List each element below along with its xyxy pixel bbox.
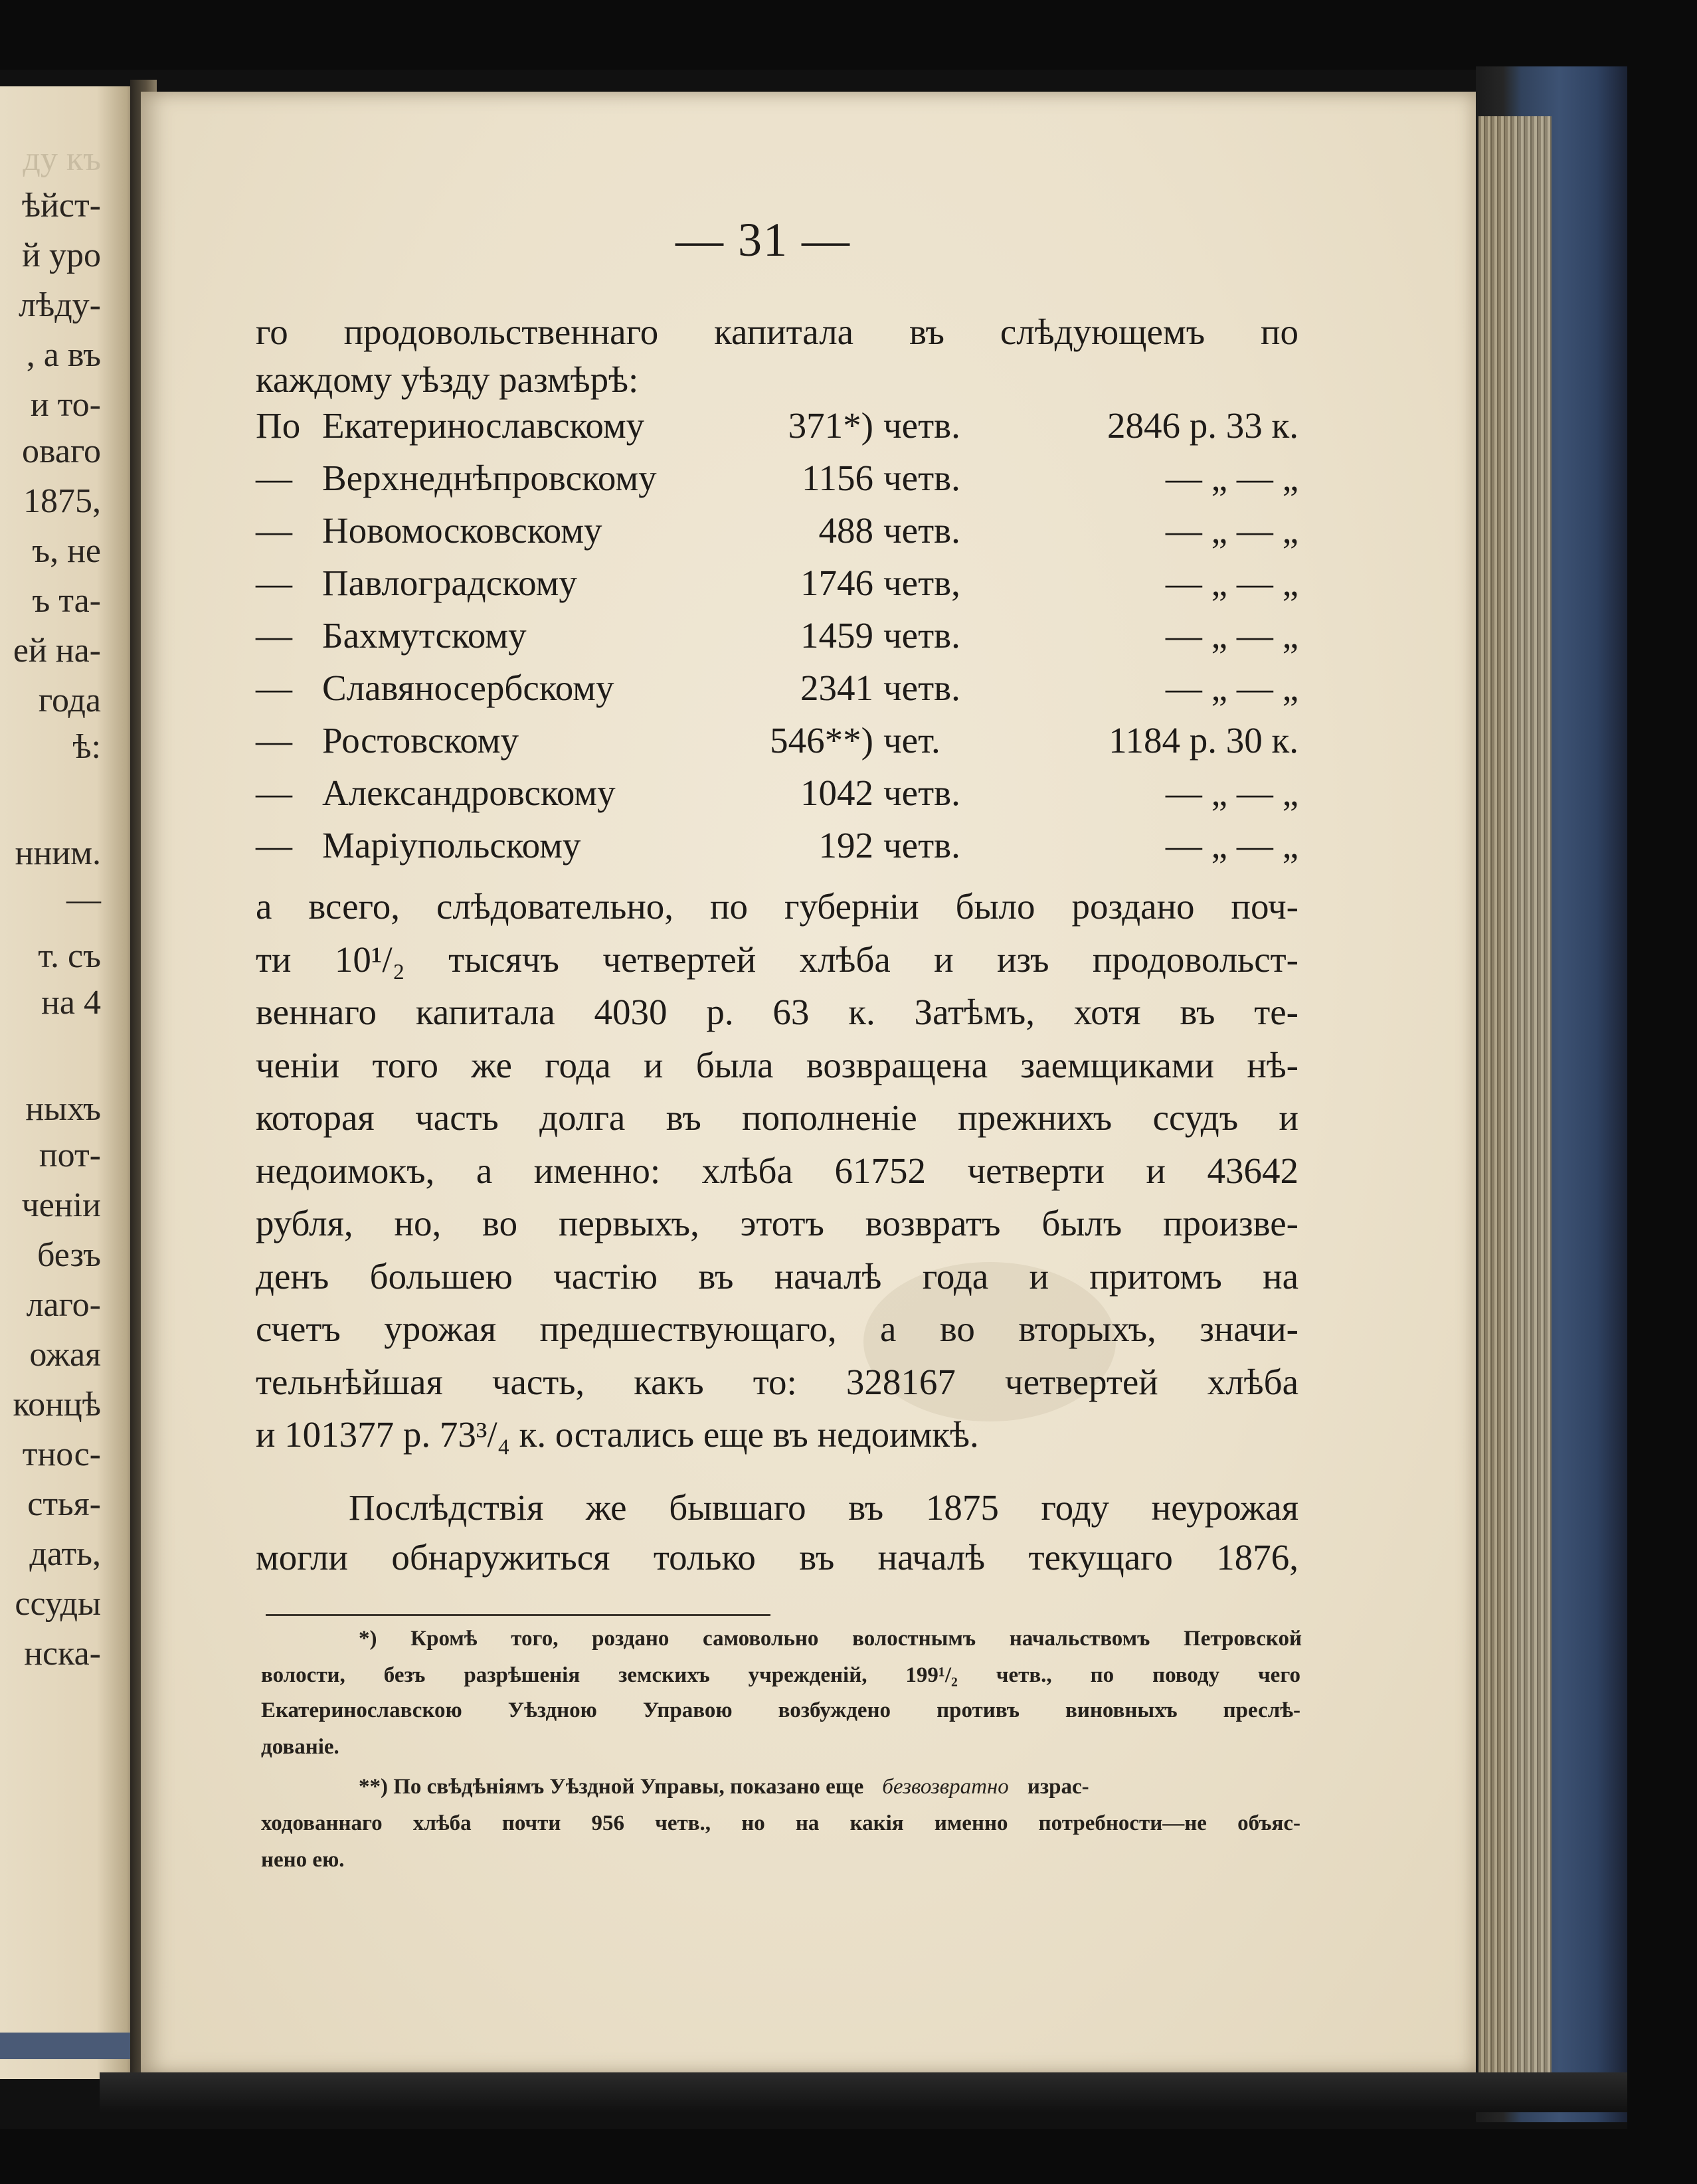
district-name: Александровскому — [322, 773, 616, 813]
left-cover-edge — [0, 2033, 138, 2059]
text-line: ченіи того же года и была возвращена заемщиками нѣ- — [256, 1044, 1298, 1085]
district-unit: чет. — [883, 720, 940, 761]
district-money: — „ — „ — [1165, 773, 1298, 813]
text-line: тельнѣйшая часть, какъ то: 328167 четвертей хлѣба — [256, 1361, 1298, 1402]
district-prefix: — — [256, 773, 292, 813]
left-fragment: года — [38, 682, 101, 719]
district-unit: четв. — [883, 510, 960, 551]
district-name: Славяносербскому — [322, 668, 614, 708]
page-number: — 31 — — [675, 213, 851, 266]
district-qty — [747, 717, 873, 765]
left-fragment: лаго- — [26, 1286, 101, 1324]
footnote-line: *) Кромѣ того, роздано самовольно волостнымъ начальствомъ Петровской — [359, 1627, 1302, 1651]
footnote-line: Екатеринославскою Уѣздною Управою возбуждено противъ виновныхъ преслѣ- — [261, 1698, 1300, 1722]
district-prefix: По — [256, 405, 301, 446]
district-money: — „ — „ — [1165, 563, 1298, 603]
district-qty-value: 192 — [818, 825, 873, 865]
left-fragment: нним. — [15, 834, 101, 872]
district-unit: четв, — [883, 563, 960, 603]
left-fragment: тнос- — [22, 1435, 101, 1473]
left-fragment: пот- — [39, 1137, 101, 1174]
left-fragment: ссуды — [15, 1585, 101, 1623]
district-name: Верхнеднѣпровскому — [322, 458, 657, 498]
district-prefix: — — [256, 615, 292, 656]
left-fragment: ѣйст- — [21, 187, 101, 225]
district-qty-value: 2341 — [800, 668, 873, 708]
text-line: недоимокъ, а именно: хлѣба 61752 четверти и 43642 — [256, 1150, 1298, 1191]
text-line: Послѣдствія же бывшаго въ 1875 году неурожая — [349, 1487, 1298, 1528]
district-qty-footnote-mark: **) — [824, 720, 873, 761]
footnote-line: дованіе. — [261, 1735, 339, 1759]
district-row — [256, 402, 1298, 450]
footnote-line: ходованнаго хлѣба почти 956 четв., но на какія именно потребности—не объяс- — [261, 1811, 1300, 1835]
district-row — [256, 664, 1298, 712]
text-line: счетъ урожая предшествующаго, а во вторыхъ, значи- — [256, 1309, 1298, 1349]
district-prefix: — — [256, 458, 292, 498]
text-line: которая часть долга въ пополненіе прежнихъ ссудъ и — [256, 1097, 1298, 1138]
district-money: 2846 р. 33 к. — [1107, 405, 1298, 446]
district-money: — „ — „ — [1165, 668, 1298, 708]
district-qty-value: 371 — [788, 405, 844, 446]
text-line: рубля, но, во первыхъ, этотъ возвратъ былъ произве- — [256, 1203, 1298, 1243]
left-page — [0, 86, 138, 2079]
district-unit: четв. — [883, 773, 960, 813]
left-fragment: — — [66, 881, 101, 919]
left-fragment: нска- — [24, 1635, 101, 1673]
left-fragment: ныхъ — [25, 1090, 101, 1128]
district-qty — [747, 822, 873, 869]
district-qty — [747, 507, 873, 555]
left-fragment: лѣду- — [19, 286, 101, 324]
text-line: веннаго капитала 4030 р. 63 к. Затѣмъ, хотя въ те- — [256, 992, 1298, 1032]
district-money: 1184 р. 30 к. — [1109, 720, 1298, 761]
district-qty — [747, 769, 873, 817]
district-unit: четв. — [883, 458, 960, 498]
district-prefix: — — [256, 668, 292, 708]
district-qty-value: 1746 — [800, 563, 873, 603]
district-qty-footnote-mark: *) — [843, 405, 873, 446]
district-unit: четв. — [883, 668, 960, 708]
district-prefix: — — [256, 720, 292, 761]
footnote-line: нено ею. — [261, 1848, 345, 1872]
district-name: Екатеринославскому — [322, 405, 645, 446]
district-qty-value: 1042 — [800, 773, 873, 813]
footnote-line — [359, 1769, 1302, 1805]
district-row — [256, 822, 1298, 869]
district-money: — „ — „ — [1165, 458, 1298, 498]
left-fragment: ей на- — [13, 632, 101, 670]
left-fragment: дать, — [29, 1535, 101, 1573]
left-fragment: ду къ — [23, 140, 101, 178]
left-fragment: 1875, — [23, 482, 101, 520]
district-prefix: — — [256, 563, 292, 603]
district-prefix: — — [256, 510, 292, 551]
left-fragment: ъ та- — [32, 582, 101, 620]
text-line: а всего, слѣдовательно, по губерніи было роздано поч- — [256, 886, 1298, 927]
footnote-rule — [266, 1614, 770, 1616]
district-money: — „ — „ — [1165, 510, 1298, 551]
district-qty-value: 488 — [818, 510, 873, 551]
district-row — [256, 559, 1298, 607]
district-money: — „ — „ — [1165, 825, 1298, 865]
left-fragment: и то- — [30, 386, 101, 424]
page-edges — [1478, 116, 1552, 2082]
footnote-italic-word: безвозвратно — [882, 1775, 1009, 1799]
text-line: ти 10¹/₂ тысячъ четвертей хлѣба и изъ продовольст- — [256, 939, 1298, 980]
left-fragment: ожая — [29, 1336, 101, 1374]
footnote-text: израс- — [1027, 1775, 1089, 1799]
district-name: Новомосковскому — [322, 510, 602, 551]
district-money: — „ — „ — [1165, 615, 1298, 656]
district-name: Павлоградскому — [322, 563, 577, 603]
district-name: Ростовскому — [322, 720, 519, 761]
left-fragment: на 4 — [41, 984, 101, 1022]
district-name: Маріупольскому — [322, 825, 581, 865]
district-name: Бахмутскому — [322, 615, 527, 656]
left-fragment: , а въ — [26, 336, 101, 374]
district-qty-value: 546 — [770, 720, 825, 761]
footnote-line: волости, безъ разрѣшенія земскихъ учрежденій, 199¹/₂ четв., по поводу чего — [261, 1663, 1300, 1687]
district-row — [256, 507, 1298, 555]
intro-line: го продовольственнаго капитала въ слѣдующемъ по — [256, 312, 1298, 352]
district-qty — [747, 612, 873, 660]
district-unit: четв. — [883, 615, 960, 656]
text-line: могли обнаружиться только въ началѣ текущаго 1876, — [256, 1537, 1298, 1578]
left-fragment: ъ, не — [32, 532, 101, 570]
left-fragment: безъ — [37, 1236, 101, 1274]
district-qty — [747, 559, 873, 607]
left-fragment: й уро — [22, 236, 101, 274]
district-row — [256, 717, 1298, 765]
district-prefix: — — [256, 825, 292, 865]
district-row — [256, 769, 1298, 817]
left-fragment: т. съ — [38, 937, 101, 975]
left-fragment: концѣ — [13, 1386, 101, 1423]
district-qty-value: 1156 — [802, 458, 873, 498]
left-fragment: ченіи — [21, 1186, 101, 1224]
intro-line: каждому уѣзду размѣрѣ: — [256, 359, 639, 400]
left-fragment: ѣ: — [72, 728, 101, 766]
district-qty — [747, 664, 873, 712]
district-unit: четв. — [883, 825, 960, 865]
text-line: и 101377 р. 73³/₄ к. остались еще въ недоимкѣ. — [256, 1414, 979, 1455]
district-qty — [747, 402, 873, 450]
district-row — [256, 454, 1298, 502]
district-unit: четв. — [883, 405, 960, 446]
footnote-text: **) По свѣдѣніямъ Уѣздной Управы, показано еще — [359, 1775, 864, 1799]
district-qty-value: 1459 — [800, 615, 873, 656]
district-qty — [747, 454, 873, 502]
text-line: денъ большею частію въ началѣ года и притомъ на — [256, 1255, 1298, 1297]
left-fragment: стья- — [27, 1485, 101, 1523]
bottom-shadow — [100, 2072, 1627, 2112]
district-row — [256, 612, 1298, 660]
left-fragment: оваго — [22, 432, 101, 470]
